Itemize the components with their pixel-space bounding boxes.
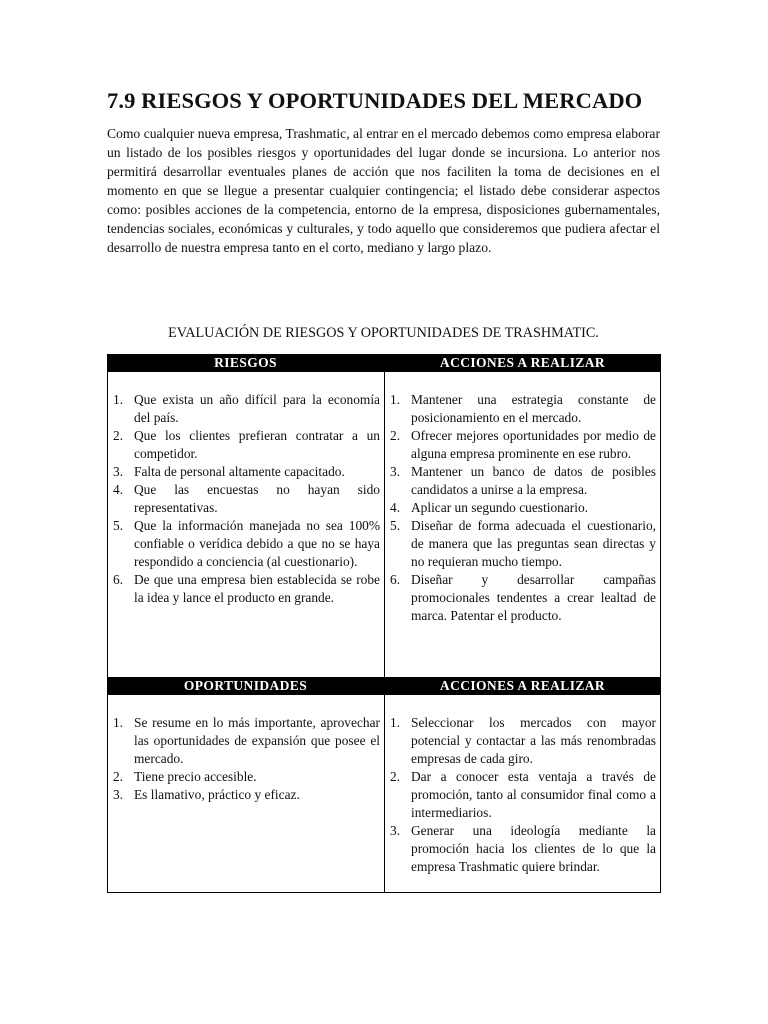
opportunity-item-text: Tiene precio accesible. [134, 769, 257, 784]
opportunities-table-body [107, 695, 661, 893]
risk-item [110, 517, 380, 571]
opportunities-table [107, 677, 661, 893]
risk-action-item [387, 391, 656, 427]
opportunity-action-item-list [387, 714, 656, 876]
risk-action-item-text: Ofrecer mejores oportunidades por medio de alguna empresa prominente en ese rubro. [411, 428, 656, 461]
opportunities-table-header [107, 677, 661, 695]
document-page [107, 88, 660, 874]
risk-item-list [110, 391, 380, 607]
opportunity-item [110, 768, 380, 786]
risk-item-text: Que los clientes prefieran contratar a un competidor. [134, 428, 380, 461]
opportunity-action-item [387, 768, 656, 822]
opportunity-action-item-text: Generar una ideología mediante la promoción hacia los clientes de lo que la empresa Trashmatic quiere brindar. [411, 823, 656, 874]
risk-action-item [387, 427, 656, 463]
risk-action-item-number: 2. [390, 428, 401, 443]
opportunity-item-number: 3. [113, 787, 124, 802]
risk-item-number: 5. [113, 518, 124, 533]
opportunity-action-item-number: 3. [390, 823, 401, 838]
risk-item-text: De que una empresa bien establecida se robe la idea y lance el producto en grande. [134, 572, 380, 605]
risk-action-item-number: 4. [390, 500, 401, 515]
risk-item-number: 2. [113, 428, 124, 443]
opportunity-actions-column [384, 695, 660, 892]
opportunity-action-item-number: 2. [390, 769, 401, 784]
opportunity-item [110, 714, 380, 768]
opportunity-action-item-text: Dar a conocer esta ventaja a través de promoción, tanto al consumidor final como a intermediarios. [411, 769, 656, 820]
risk-action-item [387, 499, 656, 517]
risk-action-item [387, 571, 656, 625]
risks-header: RIESGOS [214, 355, 277, 370]
risk-action-item [387, 463, 656, 499]
opportunity-item [110, 786, 380, 804]
risk-action-item-number: 3. [390, 464, 401, 479]
risk-action-item-number: 1. [390, 392, 401, 407]
risk-item-text: Que la información manejada no sea 100% confiable o verídica debido a que no se haya respondido a conciencia (al cuestionario). [134, 518, 380, 569]
opportunities-column [108, 695, 384, 892]
risk-action-item-text: Diseñar de forma adecuada el cuestionario, de manera que las preguntas sean directas y no requieran mucho tiempo. [411, 518, 656, 569]
risk-item [110, 571, 380, 607]
table-title: EVALUACIÓN DE RIESGOS Y OPORTUNIDADES DE TRASHMATIC. [168, 325, 599, 341]
risk-item [110, 391, 380, 427]
risks-table [107, 354, 661, 678]
opportunity-action-item [387, 714, 656, 768]
risk-item-number: 4. [113, 482, 124, 497]
risks-table-body [107, 372, 661, 678]
risk-action-item [387, 517, 656, 571]
opportunity-action-item [387, 822, 656, 876]
opportunity-item-text: Es llamativo, práctico y eficaz. [134, 787, 300, 802]
risk-action-item-number: 6. [390, 572, 401, 587]
section-heading: 7.9 RIESGOS Y OPORTUNIDADES DEL MERCADO [107, 88, 643, 113]
risk-action-item-text: Mantener un banco de datos de posibles candidatos a unirse a la empresa. [411, 464, 656, 497]
risk-action-item-text: Aplicar un segundo cuestionario. [411, 500, 589, 515]
risk-item-number: 6. [113, 572, 124, 587]
opportunity-item-text: Se resume en lo más importante, aprovechar las oportunidades de expansión que posee el mercado. [134, 715, 380, 766]
opportunity-item-number: 1. [113, 715, 124, 730]
risk-item [110, 463, 380, 481]
risk-item [110, 427, 380, 463]
risk-action-item-number: 5. [390, 518, 401, 533]
opportunity-item-number: 2. [113, 769, 124, 784]
risk-action-item-text: Diseñar y desarrollar campañas promocionales tendentes a crear lealtad de marca. Patentar el producto. [411, 572, 656, 623]
risk-item-text: Que las encuestas no hayan sido representativas. [134, 482, 380, 515]
risks-table-header [107, 354, 661, 372]
risk-item [110, 481, 380, 517]
risk-item-number: 3. [113, 464, 124, 479]
risk-item-text: Que exista un año difícil para la economía del país. [134, 392, 380, 425]
intro-paragraph: Como cualquier nueva empresa, Trashmatic, al entrar en el mercado debemos como empresa elaborar un listado de los posibles riesgos y oportunidades del lugar donde se incursiona. Lo anterior nos permitirá desarrollar eventuales planes de acción que nos faciliten la toma de decisiones en el momento en que se llegue a presentar cualquier contingencia; el listado debe considerar aspectos como: posibles acciones de la competencia, entorno de la empresa, disposiciones gubernamentales, tendencias sociales, económicas y culturales, y todo aquello que consideremos que pudiera afectar el desarrollo de nuestra empresa tanto en el corto, mediano y largo plazo. [107, 126, 660, 255]
risk-action-item-list [387, 391, 656, 625]
risk-item-number: 1. [113, 392, 124, 407]
opportunity-action-item-number: 1. [390, 715, 401, 730]
risk-actions-header: ACCIONES A REALIZAR [439, 355, 606, 370]
opportunity-item-list [110, 714, 380, 804]
risk-actions-column [384, 372, 660, 677]
risks-column [108, 372, 384, 677]
opportunity-actions-header: ACCIONES A REALIZAR [439, 678, 606, 693]
opportunity-action-item-text: Seleccionar los mercados con mayor potencial y contactar a las más renombradas empresas de cada giro. [411, 715, 656, 766]
risk-action-item-text: Mantener una estrategia constante de posicionamiento en el mercado. [411, 392, 656, 425]
risk-item-text: Falta de personal altamente capacitado. [134, 464, 345, 479]
opportunities-header: OPORTUNIDADES [183, 678, 308, 693]
